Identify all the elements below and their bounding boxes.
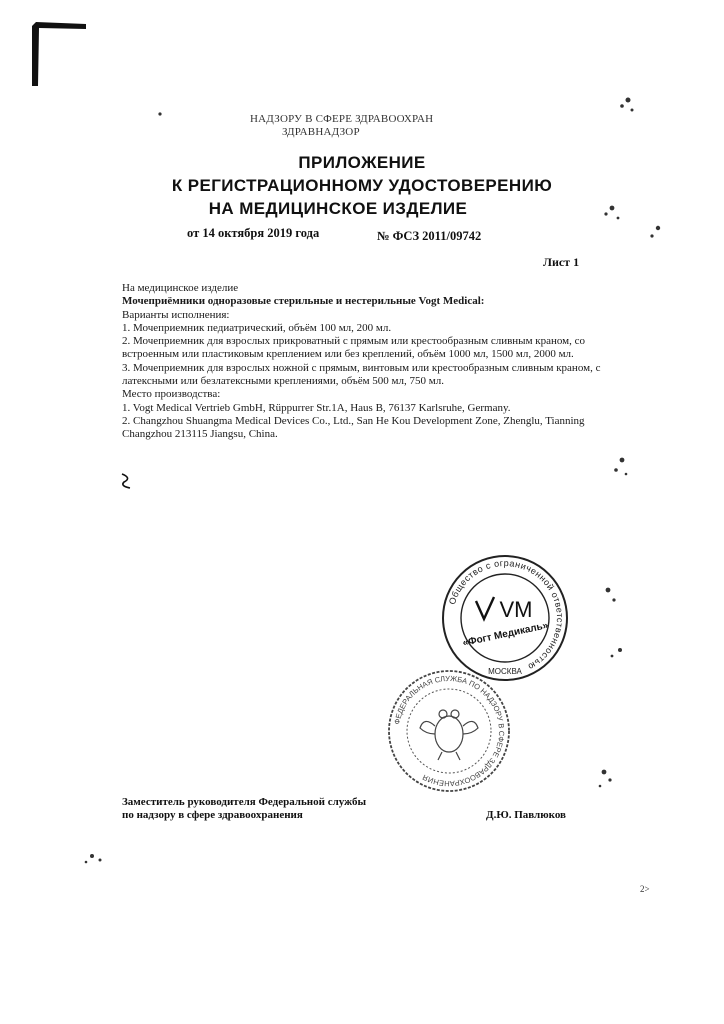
signatory-title [122, 796, 366, 822]
variant-2: 2. Мочеприемник для взрослых прикроватный с прямым или крестообразным сливным краном, со встроенным или пластиковым креплением или без креплений, объём 1000 мл, 1500 мл, 2000 мл. [122, 335, 586, 361]
variant-3: 3. Мочеприемник для взрослых ножной с прямым, винтовым или крестообразным сливным краном, с латексными или безлатексными креплениями, объём 500 мл, 750 мл. [122, 361, 601, 388]
title-line3: НА МЕДИЦИНСКОЕ ИЗДЕЛИЕ [208, 199, 468, 218]
intro-line: На медицинское изделие [122, 282, 239, 294]
place-label: Место производства: [122, 388, 221, 401]
registration-number: № ФСЗ 2011/09742 [377, 229, 482, 243]
sheet-label: Лист 1 [543, 255, 580, 269]
company-stamp-name: «Фогт Медикаль» [461, 620, 550, 649]
document-body [122, 282, 612, 442]
agency-stamp-ring-text: ФЕДЕРАЛЬНАЯ СЛУЖБА ПО НАДЗОРУ В СФЕРЕ ЗДРАВООХРАНЕНИЯ [392, 673, 507, 789]
signatory-title-line2: по надзору в сфере здравоохранения [122, 809, 303, 821]
agency-header-line2: ЗДРАВНАДЗОР [282, 126, 360, 138]
scan-corner-mark [30, 20, 88, 88]
company-stamp-city: МОСКВА [488, 667, 522, 676]
variants-label: Варианты исполнения: [122, 308, 230, 321]
title-line2: К РЕГИСТРАЦИОННОМУ УДОСТОВЕРЕНИЮ [171, 176, 553, 195]
company-stamp-ring-text: Общество с ограниченной ответственностью [446, 557, 566, 673]
signatory-name: Д.Ю. Павлюков [486, 809, 566, 821]
title-line1: ПРИЛОЖЕНИЕ [298, 153, 426, 172]
company-stamp-logo: VM [499, 597, 533, 622]
place-2: 2. Changzhou Shuangma Medical Devices Co., Ltd., San He Kou Development Zone, Zhenglu, Tianning Changzhou 213115 Jiangsu, China. [122, 414, 585, 441]
variant-1: 1. Мочеприемник педиатрический, объём 100 мл, 200 мл. [122, 321, 392, 334]
product-name: Мочеприёмники одноразовые стерильные и нестерильные Vogt Medical: [122, 295, 485, 308]
svg-text:ФЕДЕРАЛЬНАЯ СЛУЖБА ПО НАДЗОРУ [392, 674, 506, 788]
issue-date: от 14 октября 2019 года [187, 226, 320, 240]
signatory-title-line1: Заместитель руководителя Федеральной службы [122, 796, 367, 808]
page-mark: 2> [640, 884, 650, 894]
agency-header-line1: НАДЗОРУ В СФЕРЕ ЗДРАВООХРАН [250, 113, 434, 125]
agency-stamp [386, 668, 512, 794]
handwritten-mark [118, 470, 140, 492]
eagle-emblem-icon [420, 710, 478, 760]
place-1: 1. Vogt Medical Vertrieb GmbH, Rüppurrer Str.1A, Haus B, 76137 Karlsruhe, Germany. [122, 401, 511, 414]
company-stamp [440, 553, 570, 683]
